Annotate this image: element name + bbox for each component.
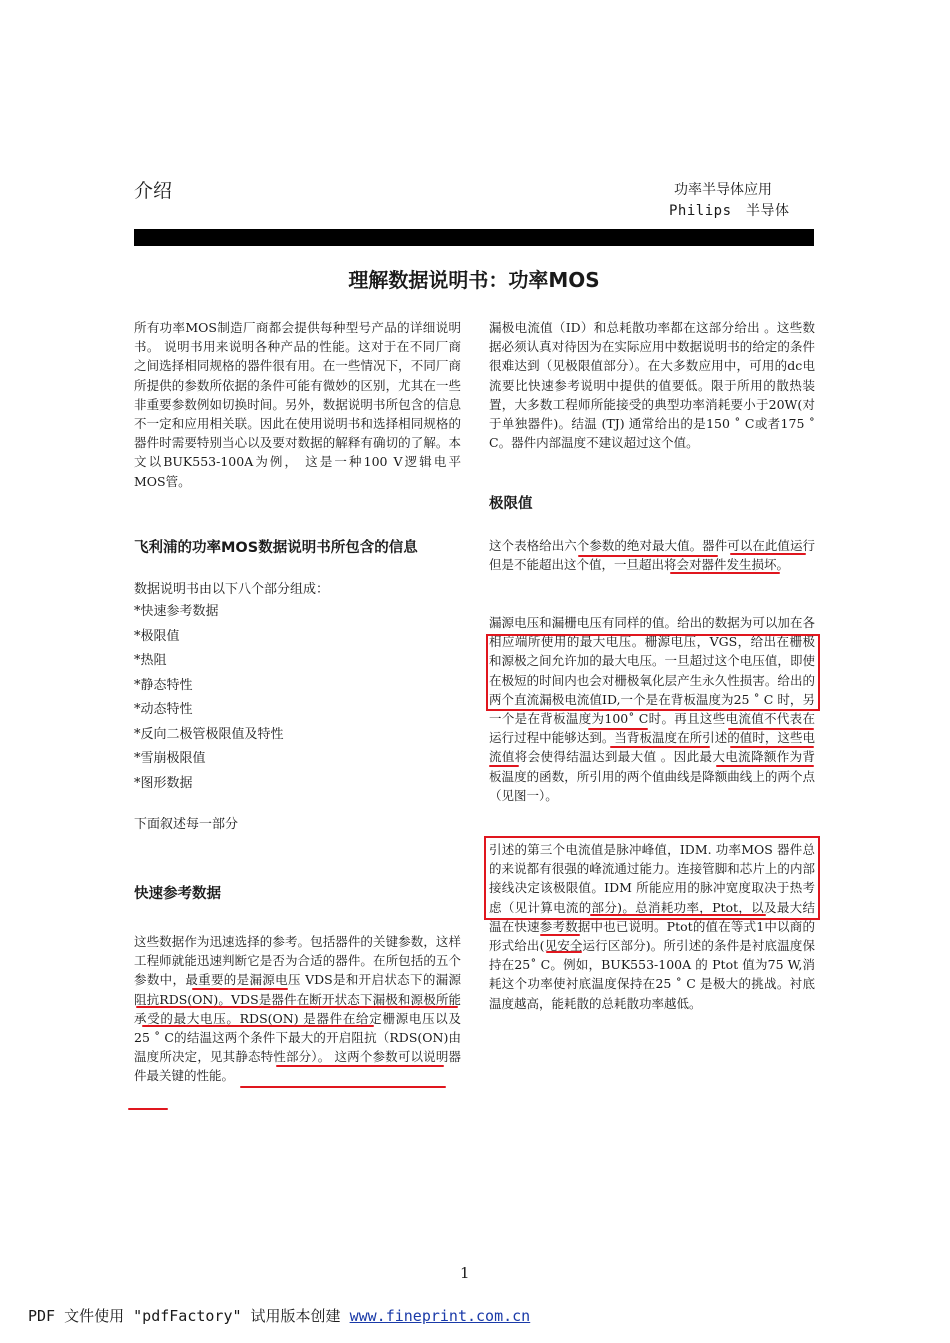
page-title: 理解数据说明书：功率MOS [348, 268, 600, 292]
pdf-footer [28, 1305, 530, 1326]
category-label: 功率半导体应用 [674, 182, 772, 198]
limits-paragraph: 引述的第三个电流值是脉冲峰值，IDM. 功率MOS 器件总的来说都有很强的峰流通过能力。连接管脚和芯片上的内部接线决定该极限值。IDM 所能应用的脉冲宽度取决于热考虑（见计算电流的部分)。总消耗功率，Ptot，以及最大结温在快速参考数据中也已说明。Ptot的值在等式1中以商的形式给出(见安全运行区部分)。所引述的条件是衬底温度保持在25˚ C。例如，BUK553-100A 的 Ptot 值为75 W,消耗这个功率使衬底温度保持在25 ˚ C 是极大的挑战。衬底温度越高，能耗散的总耗散功率越低。 [489, 842, 815, 1011]
section-heading-quick-ref: 快速参考数据 [134, 886, 221, 902]
generator-note: PDF 文件使用 "pdfFactory" 试用版本创建 [28, 1307, 350, 1325]
annotation-underline [276, 1065, 444, 1067]
annotation-underline [489, 765, 519, 767]
annotation-underline [540, 934, 580, 936]
right-intro [489, 318, 815, 452]
list-item: *静态特性 [134, 677, 193, 693]
limits-paragraph: 漏源电压和漏栅电压有同样的值。给出的数据为可以加在各相应端所使用的最大电压。栅源电压，VGS，给出在栅极和源极之间允许加的最大电压。一旦超过这个电压值，即使在极短的时间内也会对栅极氧化层产生永久性损害。给出的两个直流漏极电流值ID,一个是在背板温度为25 ˚ C 时，另一个是在背板温度为100˚ C时。再且这些电流值不代表在运行过程中能够达到。当背板温度在所引述的值时，这些电流值将会使得结温达到最大值 。因此最大电流降额作为背板温度的函数，所引用的两个值曲线是降额曲线上的两个点（见图一）。 [489, 615, 815, 803]
current-paragraph: 漏极电流值（ID）和总耗散功率都在这部分给出 。这些数据必须认真对待因为在实际应用中数据说明书的给定的条件很难达到（见极限值部分）。在大多数应用中，可用的dc电流要比快速参考说明中提供的值要低。限于所用的散热装置，大多数工程师所能接受的典型功率消耗要小于20W(对于单独器件)。结温 (TJ) 通常给出的是150 ˚ C或者175 ˚ C。器件内部温度不建议超过这个值。 [489, 320, 815, 451]
quick-ref-paragraph: 这些数据作为迅速选择的参考。包括器件的关键参数，这样工程师就能迅速判断它是否为合适的器件。在所包括的五个参数中，最重要的是漏源电压 VDS是和开启状态下的漏源阻抗RDS(ON)。VDS是器件在断开状态下漏极和源极所能承受的最大电压。RDS(ON) 是器件在给定栅源电压以及25 ˚ C的结温这两个条件下最大的开启阻抗（RDS(ON)由温度所决定，见其静态特性部分）。 这两个参数可以说明器件最关键的性能。 [134, 934, 461, 1084]
list-item: *快速参考数据 [134, 604, 219, 619]
annotation-box [486, 634, 820, 711]
annotation-underline [192, 988, 288, 990]
annotation-underline [128, 1108, 168, 1110]
list-item: *热阻 [134, 653, 167, 668]
annotation-underline [578, 555, 718, 557]
list-item: *极限值 [134, 628, 180, 644]
annotation-box [484, 836, 820, 920]
annotation-underline [730, 746, 814, 748]
page-number: 1 [460, 1264, 470, 1282]
annotation-underline [136, 1006, 458, 1008]
list-item: *雪崩极限值 [134, 751, 206, 766]
annotation-underline [610, 746, 710, 748]
section-lead: 数据说明书由以下八个部分组成： [134, 582, 330, 597]
contents-list [134, 600, 461, 796]
annotation-underline [590, 914, 766, 916]
annotation-underline [142, 1025, 374, 1027]
annotation-underline [670, 572, 780, 574]
list-item: *反向二极管极限值及特性 [134, 726, 284, 742]
document-header [669, 180, 790, 222]
annotation-underline [728, 728, 814, 730]
intro-paragraph: 所有功率MOS制造厂商都会提供每种型号产品的详细说明书。 说明书用来说明各种产品的性能。这对于在不同厂商之间选择相同规格的器件很有用。在一些情况下，不同厂商所提供的参数所依据的条件可能有微妙的区别，尤其在一些非重要参数例如切换时间。另外，数据说明书所包含的信息不一定和应用相关联。因此在使用说明书和选择相同规格的器件时需要特别当心以及要对数据的解释有确切的了解。本文以BUK553-100A为例， 这是一种100 V逻辑电平 MOS管。 [134, 320, 461, 489]
left-intro [134, 318, 461, 491]
annotation-underline [546, 951, 582, 953]
list-item: *动态特性 [134, 702, 193, 717]
annotation-underline [240, 1086, 446, 1088]
quick-ref-body [134, 932, 461, 1086]
annotation-underline [716, 765, 814, 767]
annotation-underline [588, 728, 648, 730]
company-label: Philips 半导体 [669, 203, 790, 219]
section-heading-limits: 极限值 [489, 496, 533, 512]
list-item: *图形数据 [134, 775, 193, 791]
section-tail: 下面叙述每一部分 [134, 817, 239, 832]
limits-paragraph: 这个表格给出六个参数的绝对最大值。器件可以在此值运行但是不能超出这个值，一旦超出将会对器件发生损坏。 [489, 538, 815, 573]
fineprint-link[interactable]: www.fineprint.com.cn [349, 1307, 531, 1325]
annotation-underline [730, 553, 806, 555]
section-heading-info: 飞利浦的功率MOS数据说明书所包含的信息 [134, 540, 418, 556]
header-rule [134, 229, 814, 246]
section-label: 介绍 [134, 180, 173, 202]
